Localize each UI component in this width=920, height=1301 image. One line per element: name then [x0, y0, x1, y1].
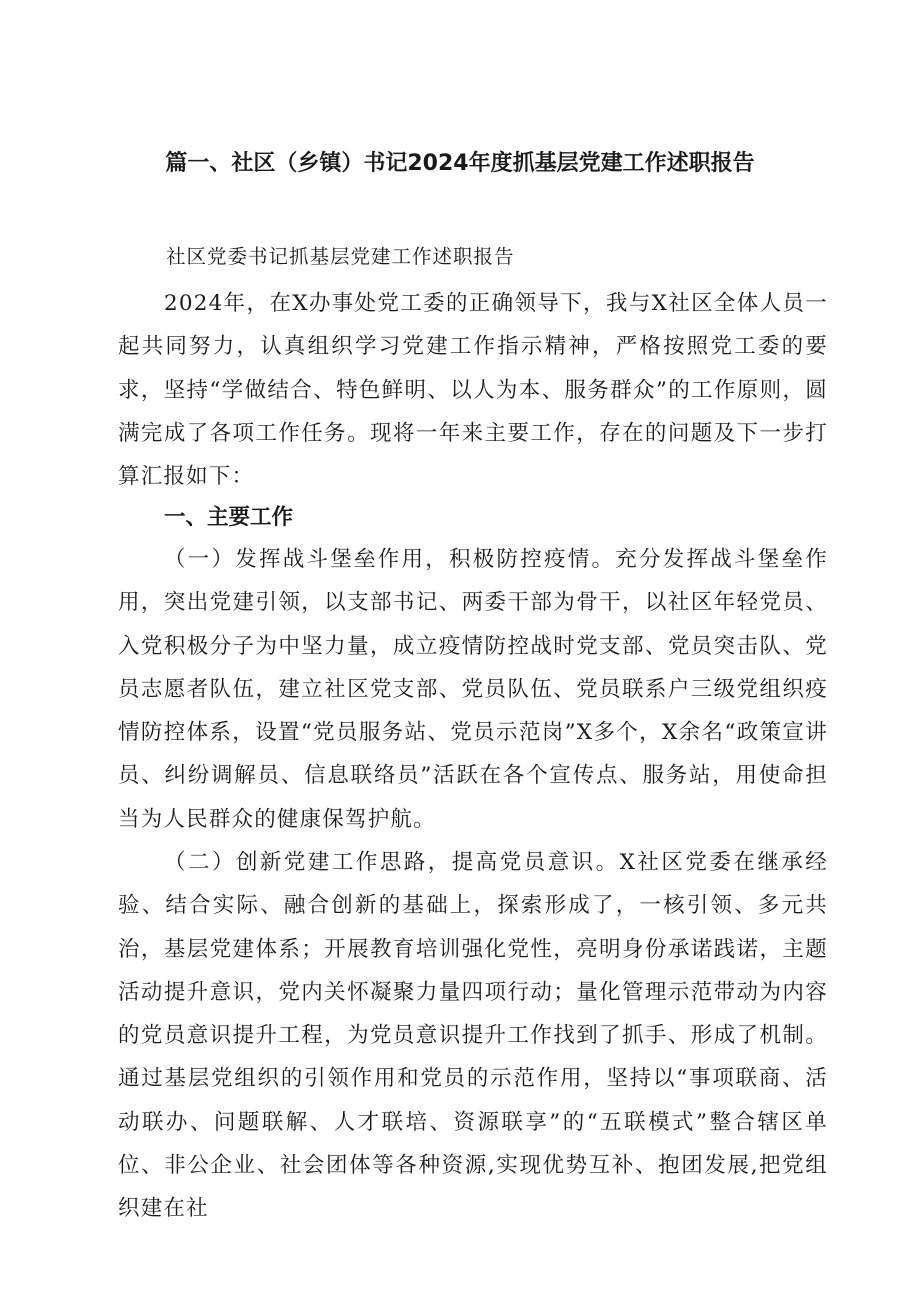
intro-paragraph: 2024年，在X办事处党工委的正确领导下，我与X社区全体人员一起共同努力，认真组织学习党建工作指示精神，严格按照党工委的要求，坚持“学做结合、特色鲜明、以人为本、服务群众”的工作原则，圆满完成了各项工作任务。现将一年来主要工作，存在的问题及下一步打算汇报如下：	[118, 291, 828, 490]
paragraph-item-2: （二）创新党建工作思路，提高党员意识。X社区党委在继承经验、结合实际、融合创新的基础上，探索形成了，一核引领、多元共治，基层党建体系；开展教育培训强化党性，亮明身份承诺践诺，主题活动提升意识，党内关怀凝聚力量四项行动；量化管理示范带动为内容的党员意识提升工程，为党员意识提升工作找到了抓手、形成了机制。通过基层党组织的引领作用和党员的示范作用，坚持以“事项联商、活动联办、问题联解、人才联培、资源联享”的“五联模式”整合辖区单位、非公企业、社会团体等各种资源,实现优势互补、抱团发展,把党组织建在社	[118, 850, 828, 1222]
document-title: 篇一、社区（乡镇）书记2024年度抓基层党建工作述职报告	[165, 151, 755, 176]
paragraph-item-1: （一）发挥战斗堡垒作用，积极防控疫情。充分发挥战斗堡垒作用，突出党建引领，以支部书记、两委干部为骨干，以社区年轻党员、入党积极分子为中坚力量，成立疫情防控战时党支部、党员突击队、党员志愿者队伍，建立社区党支部、党员队伍、党员联系户三级党组织疫情防控体系，设置“党员服务站、党员示范岗”X多个，X余名“政策宣讲员、纠纷调解员、信息联络员”活跃在各个宣传点、服务站，用使命担当为人民群众的健康保驾护航。	[118, 547, 828, 832]
section-heading-main-work: 一、主要工作	[164, 505, 294, 530]
document-subtitle: 社区党委书记抓基层党建工作述职报告	[166, 245, 515, 268]
